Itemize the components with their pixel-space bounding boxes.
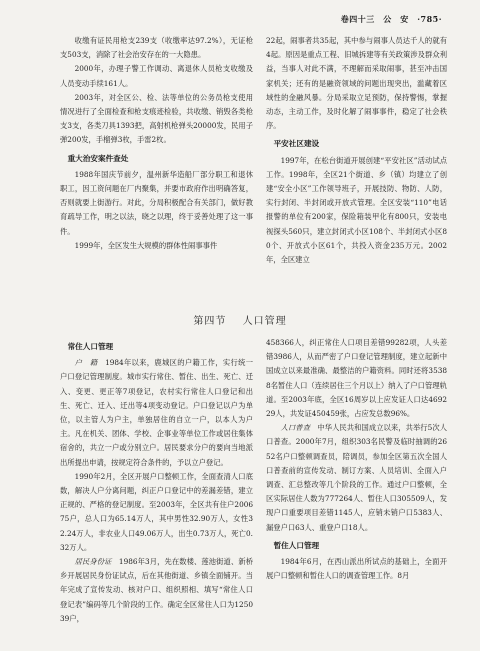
section-title — [0, 312, 480, 327]
run-in-label: 居民身份证 — [74, 557, 112, 567]
paragraph-text: 1984年以来，鹿城区的户籍工作，实行统一户口登记管理制度。城市实行常住、暂住、出生、死亡、迁入、变更、更正等7项登记，农村实行常住人口登记和出生、死亡、迁入、迁出等4项变动登记。户口登记以户为单位，以主管人为户主，单独居住的自立一户，以本人为户主。凡在机关、团体、学校、企事业等单位工作或居住集体宿舍的，共立一户或分别立户。居民要求分户的要向当地派出所提出申请，按规定符合条件的，予以立户登记。 — [60, 358, 254, 467]
section-name: 人口管理 — [242, 316, 287, 327]
paragraph: 22起，闹事者共35起，其中参与闹事人员达千人的就有4起。原因是重点工程、旧城拆建等有关政策涉及群众利益，当事人对此不满，不理解而采取闹事，甚至冲击国家机关；还有的是融资领域的问题出现突出，滥藏着区域性的金融风暴。分局采取立足预防，保持警惕，掌握动态，主动工作，及时化解了闹事事件，稳定了社会秩序。 — [266, 36, 447, 131]
paragraph: 458366人，纠正常住人口项目差错99282项，人头差错3986人，从而严密了户口登记管理制度，建立起新中国成立以来最准确、最整洁的户籍资料。同时还将35388名暂住人口（连续居住三个月以上）纳入了户口管理轨道。至2003年底，全区16周岁以上应发证人口达469229人，共发证450459张，占应发总数96%。 — [266, 338, 447, 419]
paragraph: 1990年2月，全区开展户口整顿工作，全面查清人口底数，解决人户分离问题，纠正户口登记中的差漏差错，建立正规的、严格的登记制度。至2003年，全区共有住户200675户，总人口为65.14万人，其中男性32.90万人，女性32.24万人，非农业人口49.06万人，出生0.73万人，死亡0.32万人。 — [60, 471, 253, 552]
paragraph-text: 中华人民共和国成立以来，共举行5次人口普查。2000年7月，组织303名民警及临时抽调的2652名户口整顿调查员，陪调员，参加全区第五次全国人口普查前的宣传发动、制订方案、人员培训、全面入户调查、汇总整改等几个阶段的工作。通过户口整顿，全区实际居住人数为777264人、暂住人口305509人，发现户口重要项目差错1145人，应销未销户口5383人、漏登户口63人、重登户口18人。 — [266, 423, 448, 532]
top-left-column — [60, 34, 253, 253]
paragraph: 1988年国庆节前夕，温州新华造船厂部分职工和退休职工，因工资问题在厂内聚集，并要市政府作出明确答复，否则就要上街游行。对此，分局积极配合有关部门，做好教育疏导工作，明之以法，晓之以理，终于妥善处理了这一事件。 — [60, 169, 253, 236]
paragraph: 1997年，在松台街道开展创建“平安社区”活动试点工作。1998年，全区21个街道、乡（镇）均建立了创建“安全小区”工作领导班子，开展技防、物防、人防，实行封闭、半封闭或开放式管理。全区安装“110”电话报警的单位有200家，保险箱装甲化有800只，安装电视探头560只，建立封闭式小区108个、半封闭式小区80个、开放式小区61个，共投入资金235万元。2002年，全区建立 — [266, 155, 447, 265]
subheading-temporary-population: 暂住人口管理 — [273, 540, 320, 550]
paragraph-text: 1986年3月，先在数楼、莲池街道、新桥乡开展居民身份证试点，后在其他街道、乡镇全面铺开。当年完成了宣传发动、核对户口、组织照相、填写“常住人口登记表”编码等几个阶段的工作。确定全区常住人口为125039户， — [60, 557, 254, 623]
paragraph — [266, 421, 447, 535]
run-in-label: 人口普查 — [280, 423, 311, 433]
page-header: 卷四十三 公 安 ·785· — [340, 14, 442, 24]
paragraph: 1984年6月，在西山派出所试点的基础上，全面开展户口整顿和暂住人口的调查管理工作。8月 — [266, 557, 447, 581]
paragraph — [60, 555, 253, 626]
section-number: 第四节 — [193, 316, 227, 327]
bottom-right-column — [266, 336, 447, 583]
subheading-resident-population: 常住人口管理 — [67, 342, 114, 351]
paragraph — [60, 356, 253, 470]
bottom-left-column — [60, 336, 253, 626]
run-in-label: 户 籍 — [74, 358, 98, 368]
subheading-safe-community: 平安社区建设 — [273, 139, 320, 149]
subheading-major-case: 重大治安案件查处 — [67, 153, 129, 163]
paragraph: 2003年，对全区公、检、法等单位的公务员枪支使用情况进行了全面检查和枪支痕迹检验，共收缴、销毁各类枪支3支，各类刀具1393把，高射机枪弹头20000发，民用子弹200发，手榴弹3枚，手雷2枚。 — [60, 92, 253, 145]
paragraph: 2000年，办理子警工作调动、离退休人员枪支收缴及人员变动手续161人。 — [60, 64, 253, 88]
paragraph: 1999年，全区发生大规模的群体性闹事事件 — [74, 240, 218, 250]
top-right-column — [266, 34, 447, 267]
paragraph: 收缴有证民用枪支239支（收缴率达97.2%），无证枪支503支，消除了社会治安存在的一大隐患。 — [60, 36, 253, 60]
